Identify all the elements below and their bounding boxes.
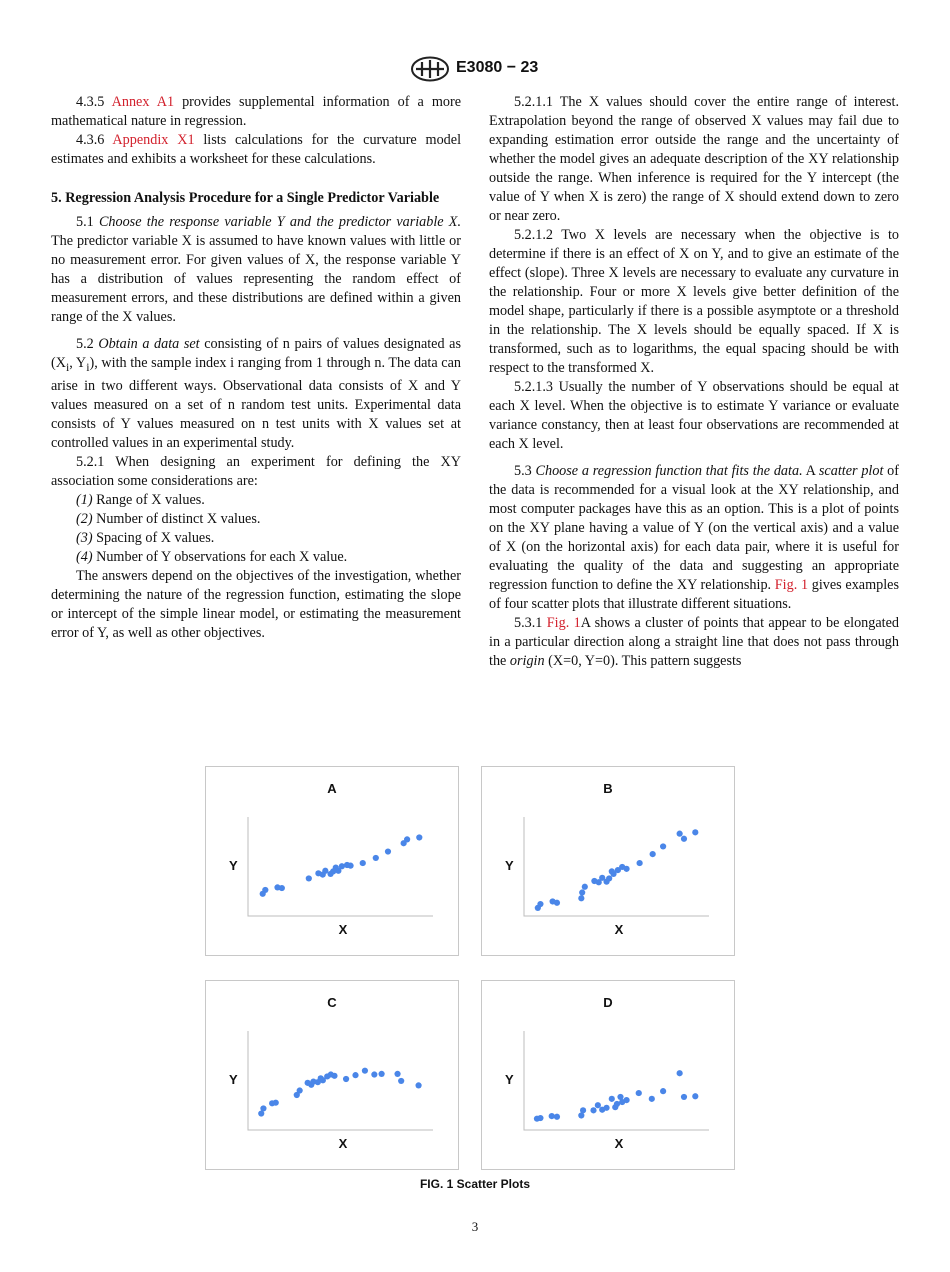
- figure-caption: FIG. 1 Scatter Plots: [419, 1177, 531, 1191]
- paragraph-5-3: 5.3 Choose a regression function that fits the data. A scatter plot of the data is recommended for a visual look at the XY relationship, and most computer packages have this as an option. This is a plot of points on the XY plane having a value of Y (on the vertical axis) and a value of X (on the horizontal axis) for each data pair, where it is useful for evaluating the quality of the data and suggesting an appropriate regression function to define the XY relationship. Fig. 1 gives examples of four scatter plots that illustrate different situations.: [489, 463, 900, 612]
- scatter-point: [385, 848, 391, 854]
- scatter-point: [273, 1100, 279, 1106]
- page-number: 3: [471, 1219, 479, 1234]
- section-5-heading: 5. Regression Analysis Procedure for a Single Predictor Variable: [51, 190, 440, 206]
- scatter-point: [537, 1115, 543, 1121]
- annex-a1-link[interactable]: Annex A1: [111, 94, 175, 110]
- scatter-point: [537, 901, 543, 907]
- scatter-point: [297, 1087, 303, 1093]
- scatter-point: [331, 1073, 337, 1079]
- scatter-point: [339, 863, 345, 869]
- figure-1: [205, 766, 745, 1174]
- scatter-point: [636, 1090, 642, 1096]
- scatter-point: [692, 1093, 698, 1099]
- scatter-plot-b: [481, 766, 735, 956]
- scatter-plot-d: [481, 980, 735, 1170]
- scatter-point: [650, 851, 656, 857]
- scatter-point: [373, 855, 379, 861]
- paragraph-5-2-1: 5.2.1 When designing an experiment for defining the XY association some considerations are:: [51, 453, 461, 489]
- list-item: (2) Number of distinct X values.: [76, 510, 261, 527]
- paragraph-4-3-5: 4.3.5 Annex A1 provides supplemental information of a more mathematical nature in regression.: [51, 94, 461, 129]
- y-axis-label: Y: [505, 858, 514, 873]
- scatter-point: [677, 1070, 683, 1076]
- list-item: (1) Range of X values.: [76, 491, 205, 508]
- scatter-point: [416, 834, 422, 840]
- paragraph-4-3-6: 4.3.6 Appendix X1 lists calculations for the curvature model estimates and exhibits a worksheet for these calculations.: [51, 132, 462, 167]
- scatter-point: [677, 831, 683, 837]
- scatter-point: [603, 1105, 609, 1111]
- scatter-point: [279, 885, 285, 891]
- scatter-point: [306, 875, 312, 881]
- plot-title: C: [327, 995, 337, 1010]
- scatter-point: [579, 889, 585, 895]
- scatter-point: [549, 1113, 555, 1119]
- scatter-point: [595, 1102, 601, 1108]
- scatter-point: [692, 829, 698, 835]
- plot-title: D: [603, 995, 613, 1010]
- paragraph-5-3-1: 5.3.1 Fig. 1A shows a cluster of points that appear to be elongated in a particular direction along a straight line that does not pass through the origin (X=0, Y=0). This pattern suggests: [489, 615, 899, 669]
- paragraph-5-2-1-3: 5.2.1.3 Usually the number of Y observations should be equal at each X level. When the objective is to estimate Y variance or evaluate variance constancy, then at least four observations are recommended at each X level.: [489, 379, 899, 452]
- astm-logo-icon: [410, 56, 450, 82]
- fig-1-link[interactable]: Fig. 1: [546, 615, 581, 631]
- scatter-point: [606, 875, 612, 881]
- paragraph-5-2: 5.2 Obtain a data set consisting of n pairs of values designated as ($X_i$, $Y_i$), with the sample index i ranging from 1 through n. The data can arise in two different ways. Observational data consists of X and Y values measured on a set of n random test units. Experimental data consists of Y values measured on n test units with X values set at controlled values in an experimental study.: [51, 336, 461, 451]
- fig-1-link[interactable]: Fig. 1: [774, 577, 809, 593]
- paragraph-5-1: 5.1 Choose the response variable Y and the predictor variable X. The predictor variable X is assumed to have known values with little or no measurement error. For given values of X, the response variable Y has a distribution of values representing the random effect of measurement errors, and these distributions are defined within a given range of the X values.: [51, 214, 462, 325]
- scatter-point: [623, 866, 629, 872]
- plot-title: B: [603, 781, 613, 796]
- paragraph-5-2-1-1: 5.2.1.1 The X values should cover the entire range of interest. Extrapolation beyond the range of observed X values may fail due to expanding estimation error outside the range and the uncertainty of whether the model gives an adequate description of the XY relationship outside the range. When inference is required for the Y intercept (the value of Y when X is zero) the range of X should extend down to zero or near zero.: [489, 94, 899, 224]
- list-item: (3) Spacing of X values.: [76, 529, 215, 546]
- paragraph-answers: The answers depend on the objectives of the investigation, whether determining the nature of the regression function, estimating the slope or intercept of the simple linear model, or estimating the measurement error of Y, as well as other objectives.: [51, 567, 461, 641]
- scatter-point: [371, 1071, 377, 1077]
- scatter-point: [554, 1114, 560, 1120]
- scatter-point: [343, 1076, 349, 1082]
- paragraph-5-2-1-2: 5.2.1.2 Two X levels are necessary when the objective is to determine if there is an effect of X on Y, and to give an estimate of the effect (slope). Three X levels are necessary to evaluate any curvature in the relationship. Four or more X levels give better definition of the model shape, particularly if there is a possible asymptote or a threshold in the relationship. The X levels should be equally spaced. If X is transformed, such as to logarithms, the equal spacing should be with respect to the transformed X.: [489, 227, 899, 376]
- list-item: (4) Number of Y observations for each X value.: [76, 548, 348, 565]
- page-header: [0, 56, 950, 84]
- plot-title: A: [327, 781, 337, 796]
- scatter-point: [578, 895, 584, 901]
- y-axis-label: Y: [229, 1072, 238, 1087]
- scatter-plot-a: [205, 766, 459, 956]
- appendix-x1-link[interactable]: Appendix X1: [112, 132, 195, 148]
- scatter-point: [649, 1096, 655, 1102]
- scatter-point: [404, 836, 410, 842]
- scatter-point: [379, 1071, 385, 1077]
- scatter-point: [362, 1068, 368, 1074]
- right-column: [489, 93, 899, 671]
- scatter-point: [681, 836, 687, 842]
- x-axis-label: X: [614, 922, 624, 937]
- y-axis-label: Y: [229, 858, 238, 873]
- scatter-point: [580, 1107, 586, 1113]
- scatter-point: [360, 860, 366, 866]
- scatter-point: [660, 843, 666, 849]
- x-axis-label: X: [338, 922, 348, 937]
- scatter-point: [582, 884, 588, 890]
- scatter-point: [609, 1096, 615, 1102]
- scatter-point: [415, 1082, 421, 1088]
- scatter-point: [394, 1071, 400, 1077]
- scatter-point: [590, 1107, 596, 1113]
- scatter-point: [260, 1105, 266, 1111]
- scatter-point: [660, 1088, 666, 1094]
- scatter-point: [637, 860, 643, 866]
- x-axis-label: X: [614, 1136, 624, 1151]
- y-axis-label: Y: [505, 1072, 514, 1087]
- document-number: E3080 − 23: [456, 59, 539, 76]
- scatter-point: [352, 1072, 358, 1078]
- scatter-point: [398, 1078, 404, 1084]
- scatter-point: [623, 1097, 629, 1103]
- scatter-point: [554, 900, 560, 906]
- scatter-point: [262, 887, 268, 893]
- scatter-point: [322, 868, 328, 874]
- scatter-point: [681, 1094, 687, 1100]
- x-axis-label: X: [338, 1136, 348, 1151]
- scatter-plot-c: [205, 980, 459, 1170]
- left-column: [51, 93, 461, 643]
- scatter-point: [347, 863, 353, 869]
